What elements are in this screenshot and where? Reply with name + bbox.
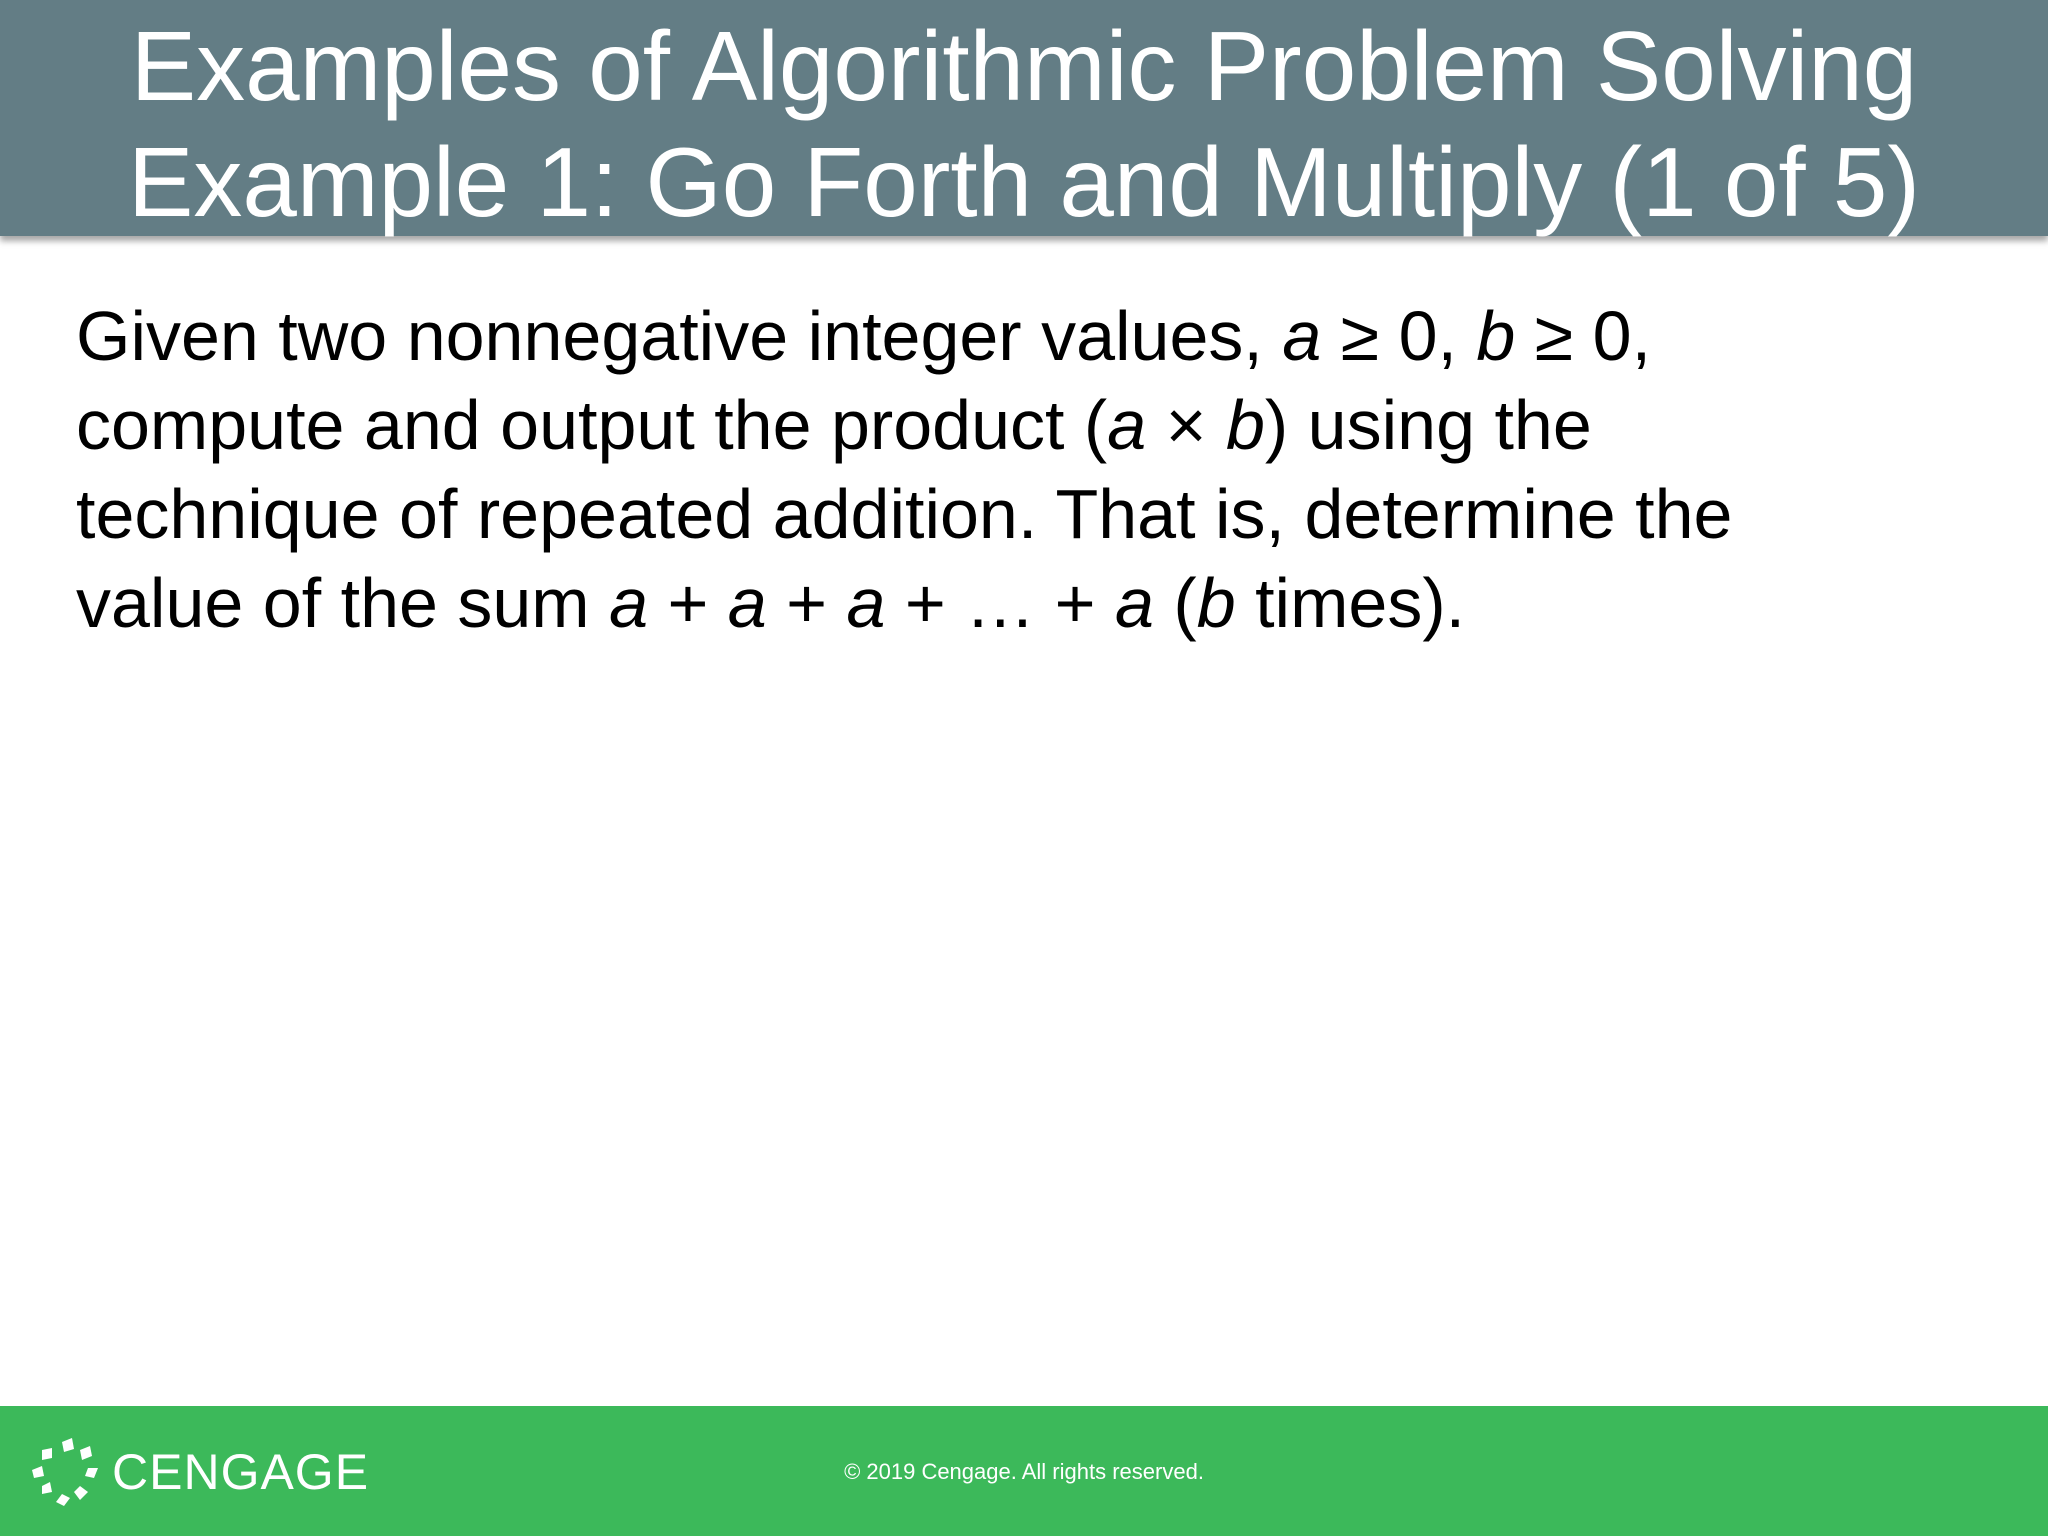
footer-bar bbox=[0, 1406, 2048, 1536]
title-bar bbox=[0, 0, 2048, 236]
cengage-wordmark: CENGAGE bbox=[112, 1444, 370, 1500]
statement-line-2: compute and output the product (a × b) using the bbox=[76, 386, 1592, 464]
slide-title-line-1: Examples of Algorithmic Problem Solving bbox=[130, 11, 1918, 121]
problem-statement bbox=[76, 292, 1956, 648]
statement-line-4: value of the sum a + a + a + … + a (b times). bbox=[76, 564, 1466, 642]
slide-title-line-2: Example 1: Go Forth and Multiply (1 of 5) bbox=[128, 127, 1920, 237]
copyright-notice: © 2019 Cengage. All rights reserved. bbox=[844, 1459, 1204, 1484]
statement-line-3: technique of repeated addition. That is, determine the bbox=[76, 475, 1733, 553]
statement-line-1: Given two nonnegative integer values, a ≥ 0, b ≥ 0, bbox=[76, 297, 1652, 375]
